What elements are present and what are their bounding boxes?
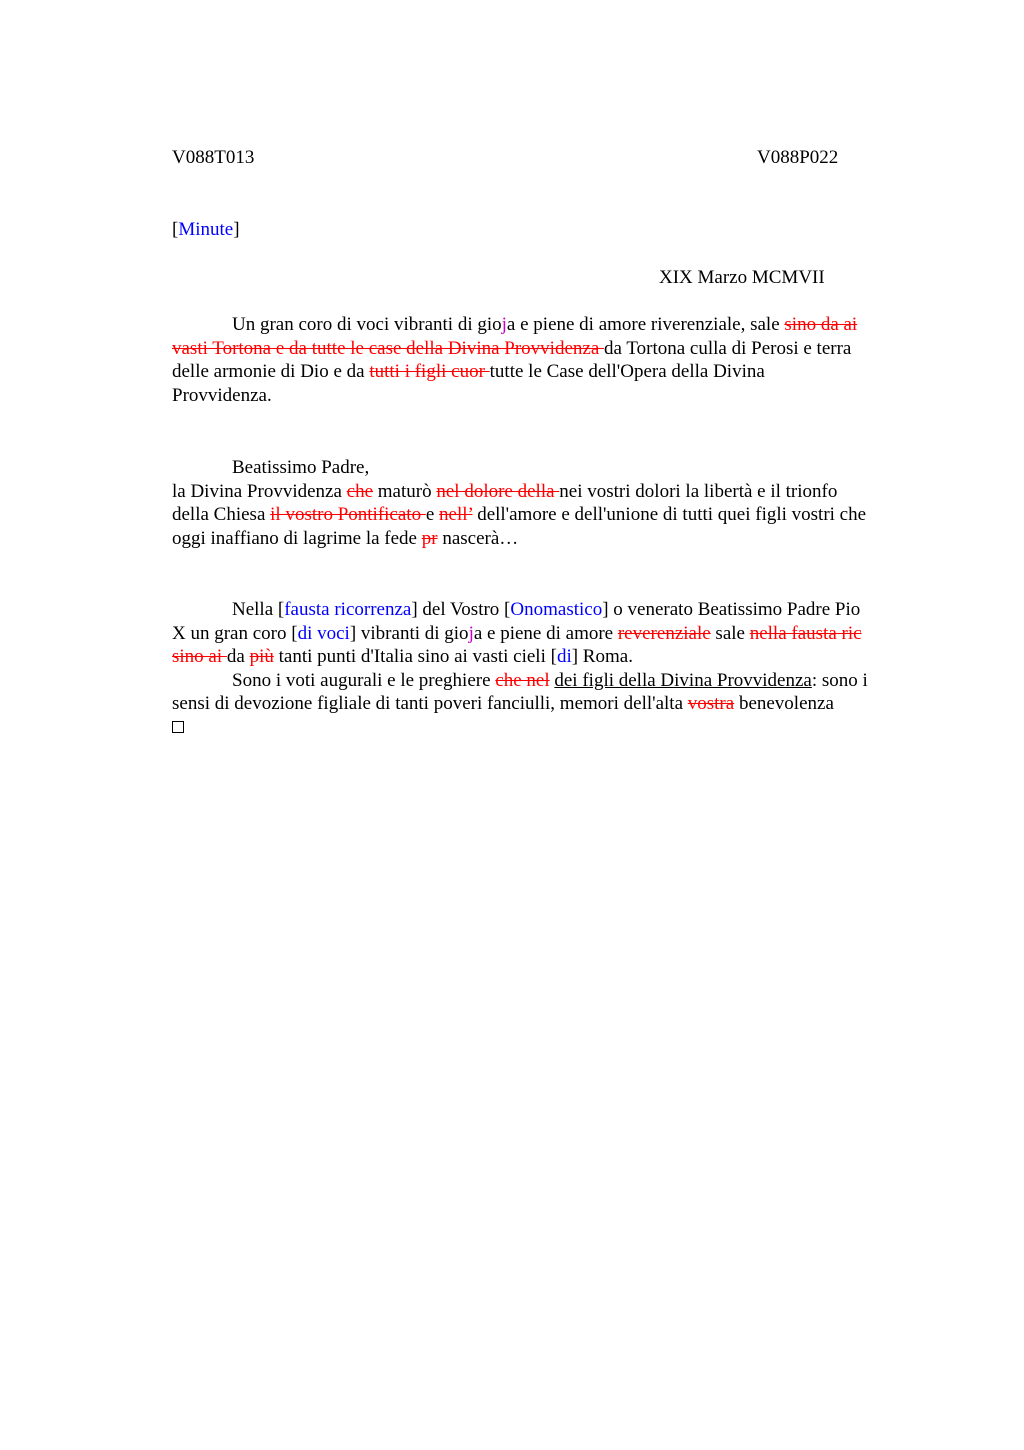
text-run: benevolenza	[734, 693, 834, 714]
letter-date: XIX Marzo MCMVII	[659, 267, 825, 288]
paragraph-1-line-3	[172, 360, 932, 384]
header-right-code: V088P022	[757, 147, 839, 168]
editorial-insertion: Onomastico	[510, 599, 603, 620]
text-run: Provvidenza.	[172, 384, 272, 406]
deleted-text: sino ai	[172, 646, 227, 667]
paragraph-1-line-1	[172, 313, 932, 337]
minute-label-text: Minute	[178, 219, 234, 240]
text-run: a e piene di amore	[473, 622, 618, 644]
deleted-text: che nel	[495, 669, 550, 691]
text-run: da	[226, 646, 250, 667]
deleted-text: il vostro Pontificato	[270, 504, 426, 525]
deleted-text: tutti i figli cuor	[369, 361, 490, 382]
text-run: maturò	[373, 480, 437, 502]
empty-square-icon	[172, 721, 184, 733]
text-run: j	[468, 622, 474, 644]
deleted-text: vasti Tortona e da tutte le case della Divina Provvidenza	[172, 337, 605, 359]
text-run: ] Roma.	[571, 646, 633, 667]
paragraph-3-line-2	[172, 622, 932, 646]
text-run: ] del Vostro [	[411, 599, 511, 620]
text-run: Nella [	[232, 599, 285, 620]
deleted-text: nel dolore della	[436, 480, 560, 502]
deleted-text: nell’	[439, 504, 473, 525]
header-left-code: V088T013	[172, 147, 255, 168]
paragraph-2-line-1	[172, 480, 932, 504]
text-run: : sono i	[811, 669, 868, 691]
paragraph-2-line-2	[172, 503, 932, 527]
paragraph-3-line-5	[172, 692, 932, 716]
paragraph-3-line-3	[172, 645, 932, 669]
paragraph-1-line-4	[172, 384, 932, 408]
text-run: delle armonie di Dio e da	[172, 361, 370, 382]
deleted-text: nella fausta ric	[749, 622, 862, 644]
deleted-text: che	[346, 480, 374, 502]
minute-label-close: ]	[233, 219, 240, 240]
text-run: da Tortona culla di Perosi e terra	[604, 337, 852, 359]
text-run: della Chiesa	[172, 504, 271, 525]
underlined-text: dei figli della Divina Provvidenza	[554, 669, 812, 691]
paragraph-1-line-2	[172, 337, 932, 361]
paragraph-1	[172, 313, 932, 407]
text-run: Un gran coro di voci vibranti di gio	[232, 314, 502, 335]
deleted-text: vostra	[687, 693, 735, 714]
text-run: tutte le Case dell'Opera della Divina	[489, 361, 765, 382]
text-run: nascerà…	[437, 527, 519, 549]
salutation	[172, 456, 932, 480]
editorial-insertion: fausta ricorrenza	[284, 599, 412, 620]
minute-label-open: [	[172, 219, 179, 240]
paragraph-3	[172, 598, 932, 739]
text-run: e	[425, 504, 440, 525]
text-run: Sono i voti augurali e le preghiere	[232, 669, 496, 691]
paragraph-3-line-4	[172, 669, 932, 693]
text-run: ] o venerato Beatissimo Padre Pio	[602, 599, 861, 620]
editorial-insertion: di voci	[297, 622, 350, 644]
editorial-insertion: di	[556, 646, 572, 667]
text-run: nei vostri dolori la libertà e il trionfo	[559, 480, 838, 502]
deleted-text: pr	[421, 527, 438, 549]
text-run: a e piene di amore riverenziale, sale	[506, 314, 785, 335]
text-run: la Divina Provvidenza	[172, 480, 347, 502]
text-run: sale	[710, 622, 750, 644]
paragraph-3-line-6	[172, 716, 932, 740]
paragraph-2-line-3	[172, 527, 932, 551]
paragraph-2	[172, 456, 932, 550]
text-run: dell'amore e dell'unione di tutti quei figli vostri che	[472, 504, 867, 525]
text-run: oggi inaffiano di lagrime la fede	[172, 527, 422, 549]
text-run: j	[501, 314, 507, 335]
text-run: Beatissimo Padre,	[232, 457, 370, 478]
deleted-text: più	[249, 646, 274, 667]
text-run: sensi di devozione figliale di tanti poveri fanciulli, memori dell'alta	[172, 693, 688, 714]
text-run: tanti punti d'Italia sino ai vasti cieli [	[273, 646, 557, 667]
deleted-text: reverenziale	[617, 622, 711, 644]
paragraph-3-line-1	[172, 598, 932, 622]
text-run: ] vibranti di gio	[349, 622, 469, 644]
text-run: X un gran coro [	[172, 622, 298, 644]
deleted-text: sino da ai	[784, 314, 858, 335]
minute-label	[172, 218, 240, 242]
